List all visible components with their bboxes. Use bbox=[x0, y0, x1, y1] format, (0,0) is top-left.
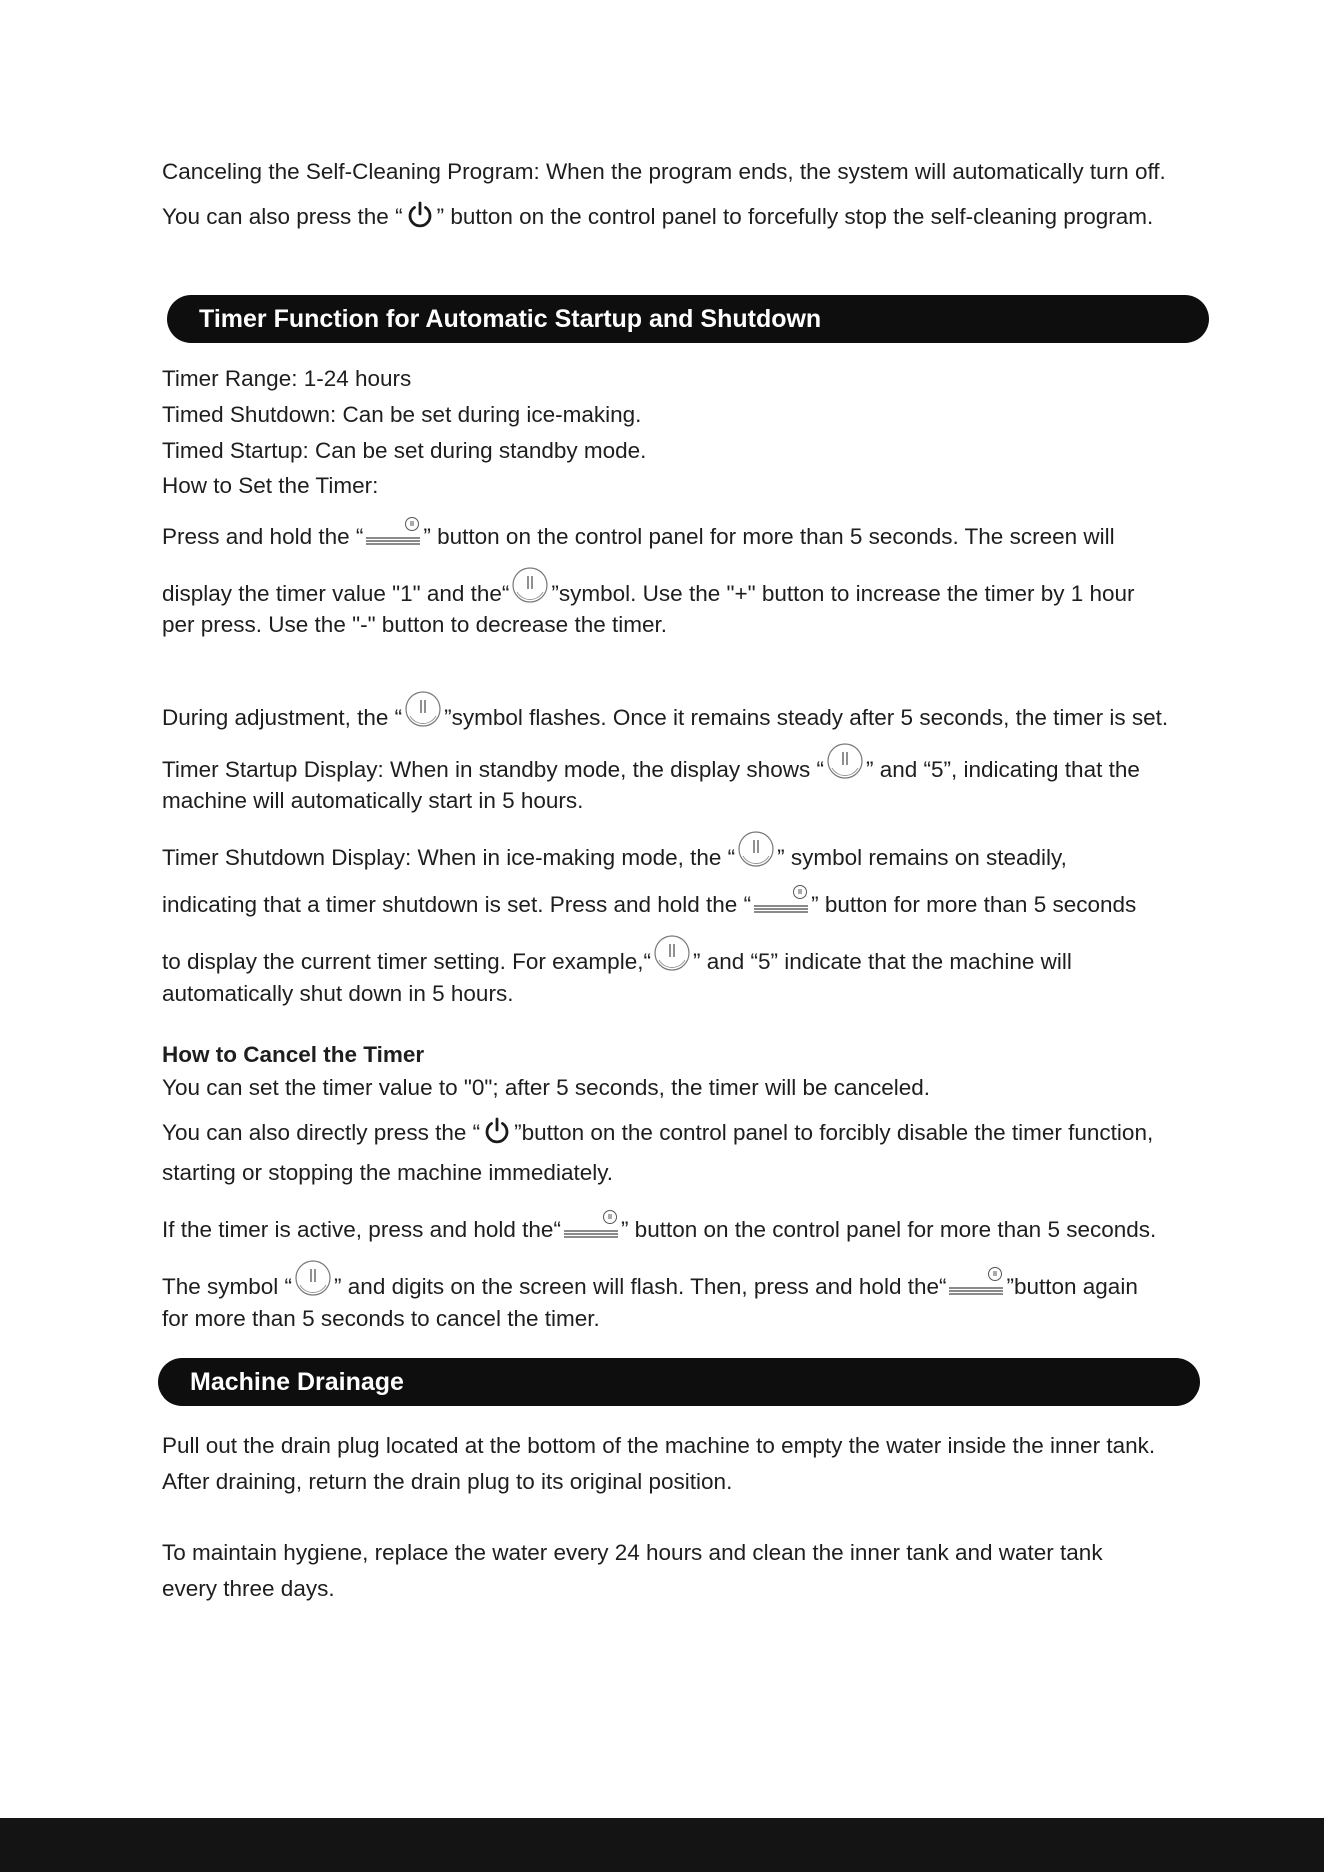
shutdown-display-text: Timer Shutdown Display: When in ice-making mode, the “ ” symbol remains on steadily, bbox=[162, 839, 1067, 879]
startup-hours-text: machine will automatically start in 5 hours. bbox=[162, 788, 584, 813]
page-footer-bar bbox=[0, 1818, 1324, 1872]
clock-icon bbox=[825, 741, 865, 781]
cancel-immediate-text: starting or stopping the machine immediately. bbox=[162, 1160, 614, 1185]
cancel-timer-heading: How to Cancel the Timer bbox=[162, 1042, 425, 1067]
drain-plug-text: Pull out the drain plug located at the bottom of the machine to empty the water inside the inner tank. bbox=[162, 1433, 1156, 1458]
drainage-section-heading: Machine Drainage bbox=[158, 1358, 1200, 1406]
shutdown-set-text: indicating that a timer shutdown is set. Press and hold the “ ” button for more than 5 seconds bbox=[162, 890, 1136, 922]
timer-button-icon bbox=[947, 1266, 1005, 1298]
timer-button-icon bbox=[752, 884, 810, 916]
clock-icon bbox=[510, 565, 550, 605]
how-to-set-text: How to Set the Timer: bbox=[162, 473, 379, 498]
adjustment-text: During adjustment, the “ ”symbol flashes. Once it remains steady after 5 seconds, the timer is set. bbox=[162, 699, 1168, 739]
auto-shutdown-text: automatically shut down in 5 hours. bbox=[162, 981, 514, 1006]
timer-button-icon bbox=[364, 516, 422, 548]
timed-startup-text: Timed Startup: Can be set during standby mode. bbox=[162, 438, 647, 463]
power-icon bbox=[482, 1116, 512, 1146]
self-cleaning-power-text: You can also press the “ ” button on the control panel to forcefully stop the self-cleaning program. bbox=[162, 202, 1153, 233]
clock-icon bbox=[736, 829, 776, 869]
timer-section-heading: Timer Function for Automatic Startup and Shutdown bbox=[167, 295, 1209, 343]
cancel-final-text: for more than 5 seconds to cancel the timer. bbox=[162, 1306, 600, 1331]
cancel-zero-text: You can set the timer value to "0"; after 5 seconds, the timer will be canceled. bbox=[162, 1075, 931, 1100]
startup-display-text: Timer Startup Display: When in standby mode, the display shows “ ” and “5”, indicating that the bbox=[162, 751, 1140, 791]
timer-range-text: Timer Range: 1-24 hours bbox=[162, 366, 412, 391]
clock-icon bbox=[403, 689, 443, 729]
cancel-flash-text: The symbol “ ” and digits on the screen will flash. Then, press and hold the“ ”button again bbox=[162, 1268, 1138, 1308]
hygiene-days-text: every three days. bbox=[162, 1576, 335, 1601]
drain-return-text: After draining, return the drain plug to its original position. bbox=[162, 1469, 733, 1494]
power-icon bbox=[405, 200, 435, 230]
per-press-text: per press. Use the "-" button to decrease the timer. bbox=[162, 612, 667, 637]
hygiene-text: To maintain hygiene, replace the water every 24 hours and clean the inner tank and water tank bbox=[162, 1540, 1103, 1565]
display-timer-text: display the timer value "1" and the“ ”symbol. Use the "+" button to increase the timer by 1 hour bbox=[162, 575, 1135, 615]
clock-icon bbox=[293, 1258, 333, 1298]
timer-button-icon bbox=[562, 1209, 620, 1241]
cancel-active-text: If the timer is active, press and hold the“ ” button on the control panel for more than 5 seconds. bbox=[162, 1215, 1156, 1247]
press-hold-text: Press and hold the “ ” button on the control panel for more than 5 seconds. The screen will bbox=[162, 522, 1115, 554]
cancel-power-text: You can also directly press the “ ”button on the control panel to forcibly disable the timer function, bbox=[162, 1118, 1153, 1149]
self-cleaning-cancel-text: Canceling the Self-Cleaning Program: When the program ends, the system will automatically turn off. bbox=[162, 159, 1166, 184]
current-setting-text: to display the current timer setting. For example,“ ” and “5” indicate that the machine will bbox=[162, 943, 1072, 983]
timed-shutdown-text: Timed Shutdown: Can be set during ice-making. bbox=[162, 402, 642, 427]
clock-icon bbox=[652, 933, 692, 973]
